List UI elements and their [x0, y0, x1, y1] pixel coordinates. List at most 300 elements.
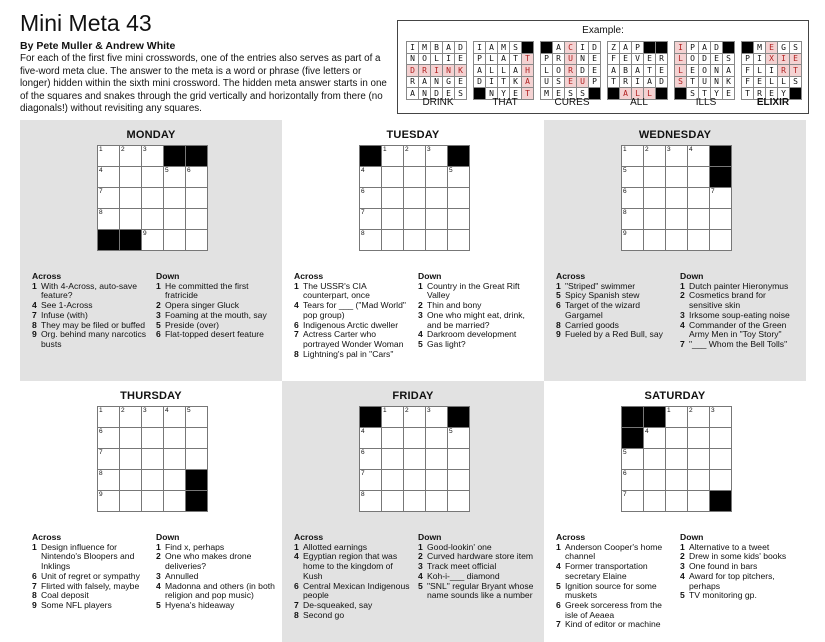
clue-number: 1 [383, 407, 387, 414]
grid-cell[interactable] [360, 491, 382, 512]
grid-cell[interactable] [688, 230, 710, 251]
grid-cell[interactable] [666, 449, 688, 470]
example-cell: T [608, 76, 620, 88]
clue-number: 2 [405, 407, 409, 414]
grid-cell[interactable] [666, 230, 688, 251]
clue-number: 4 [689, 146, 693, 153]
grid-cell[interactable] [404, 188, 426, 209]
grid-cell[interactable] [404, 449, 426, 470]
clue-number: 5 [156, 319, 161, 330]
grid-cell[interactable] [164, 407, 186, 428]
black-square [710, 167, 732, 188]
grid-cell[interactable] [120, 146, 142, 167]
clue-number: 9 [556, 329, 561, 340]
clue-number: 6 [361, 449, 365, 456]
grid-cell[interactable] [120, 428, 142, 449]
example-cell: G [778, 42, 790, 54]
grid-cell[interactable] [142, 491, 164, 512]
grid-cell[interactable] [164, 428, 186, 449]
puzzle-friday [282, 381, 544, 642]
example-cell [644, 42, 656, 54]
clue-number: 8 [361, 491, 365, 498]
example-cell: D [589, 42, 601, 54]
example-cell: A [498, 53, 510, 65]
example-cell: R [553, 53, 565, 65]
example-box [397, 20, 809, 114]
example-cell: I [486, 76, 498, 88]
example-cell: N [577, 53, 589, 65]
grid-cell[interactable] [622, 167, 644, 188]
clue-number: 4 [680, 319, 685, 330]
example-cell: I [778, 53, 790, 65]
grid-cell[interactable] [404, 428, 426, 449]
clue-number: 3 [427, 146, 431, 153]
grid-cell[interactable] [120, 407, 142, 428]
grid-cell[interactable] [448, 491, 470, 512]
example-cell: L [541, 65, 553, 77]
example-cell: F [608, 53, 620, 65]
example-cell: A [699, 42, 711, 54]
grid-cell[interactable] [186, 230, 208, 251]
grid-cell[interactable] [186, 188, 208, 209]
example-cell: K [723, 76, 735, 88]
across-clues [32, 272, 148, 350]
clue-number: 5 [556, 290, 561, 301]
example-cell: A [723, 65, 735, 77]
example-cell: P [742, 53, 754, 65]
clue-number: 4 [680, 570, 685, 581]
example-cell: E [455, 76, 467, 88]
clue-text: Egyptian region that was home to the kingdom of Kush [303, 551, 398, 581]
clue-text: Preside (over) [165, 319, 219, 330]
example-cell: S [510, 42, 522, 54]
clue-number: 8 [99, 470, 103, 477]
clue-number: 7 [361, 209, 365, 216]
across-clues [556, 533, 672, 630]
clue-item [294, 582, 410, 601]
grid-cell[interactable] [142, 167, 164, 188]
grid-cell[interactable] [688, 146, 710, 167]
grid-cell[interactable] [666, 188, 688, 209]
clue-number: 9 [32, 599, 37, 610]
clue-text: Actress Carter who portrayed Wonder Woman [303, 329, 404, 349]
example-cell: I [577, 42, 589, 54]
grid-cell[interactable] [688, 407, 710, 428]
clue-number: 7 [32, 580, 37, 591]
grid-cell[interactable] [360, 188, 382, 209]
clue-text: One who makes drone deliveries? [165, 551, 252, 572]
grid-cell[interactable] [710, 188, 732, 209]
grid-cell[interactable] [382, 407, 404, 428]
example-cell: B [620, 65, 632, 77]
grid-cell[interactable] [98, 167, 120, 188]
example-cell: E [754, 76, 766, 88]
clue-text: Good-lookin' one [427, 541, 492, 552]
grid-cell[interactable] [448, 449, 470, 470]
puzzle-day-title: WEDNESDAY [638, 129, 712, 141]
clue-number: 1 [556, 280, 561, 291]
grid-cell[interactable] [644, 167, 666, 188]
example-cell: T [699, 88, 711, 100]
grid-cell[interactable] [622, 449, 644, 470]
example-cell: O [699, 65, 711, 77]
grid-cell[interactable] [382, 167, 404, 188]
grid-cell[interactable] [622, 146, 644, 167]
clue-text: Design influence for Nintendo's Bloopers and Inklings [41, 541, 135, 572]
grid-cell[interactable] [98, 188, 120, 209]
grid-cell[interactable] [98, 491, 120, 512]
grid-cell[interactable] [382, 449, 404, 470]
grid-cell[interactable] [666, 146, 688, 167]
example-cell: P [474, 53, 486, 65]
clue-number: 1 [680, 541, 685, 552]
black-square [360, 146, 382, 167]
clue-number: 4 [294, 551, 299, 562]
clue-number: 5 [418, 580, 423, 591]
grid-cell[interactable] [360, 470, 382, 491]
grid-cell[interactable] [120, 188, 142, 209]
clue-item [556, 543, 672, 562]
down-clues [156, 272, 276, 340]
example-cell [742, 42, 754, 54]
example-cell: S [455, 88, 467, 100]
example-cell: L [431, 53, 443, 65]
clue-number: 1 [556, 541, 561, 552]
example-cell: A [419, 76, 431, 88]
grid-cell[interactable] [382, 188, 404, 209]
grid-cell[interactable] [448, 230, 470, 251]
grid-cell[interactable] [644, 428, 666, 449]
clue-number: 8 [294, 348, 299, 359]
clue-number: 4 [156, 580, 161, 591]
clue-text: See 1-Across [41, 300, 93, 311]
example-cell: S [577, 88, 589, 100]
clue-number: 3 [711, 407, 715, 414]
down-heading: Down [418, 532, 442, 542]
grid-cell[interactable] [382, 230, 404, 251]
grid-cell[interactable] [142, 407, 164, 428]
grid-cell[interactable] [98, 209, 120, 230]
clue-item [418, 311, 538, 330]
grid-cell[interactable] [426, 188, 448, 209]
grid-cell[interactable] [426, 470, 448, 491]
example-cell: Y [498, 88, 510, 100]
example-cell: X [766, 53, 778, 65]
clue-item [680, 572, 800, 591]
grid-cell[interactable] [688, 428, 710, 449]
grid-cell[interactable] [142, 449, 164, 470]
grid-cell[interactable] [360, 230, 382, 251]
grid-cell[interactable] [404, 167, 426, 188]
clue-text: Flat-topped desert feature [165, 329, 264, 340]
grid-cell[interactable] [164, 470, 186, 491]
clue-item [156, 601, 276, 611]
example-cell: S [565, 88, 577, 100]
grid-cell[interactable] [382, 146, 404, 167]
example-cell: E [723, 88, 735, 100]
grid-cell[interactable] [666, 428, 688, 449]
clue-number: 7 [680, 338, 685, 349]
grid-cell[interactable] [688, 491, 710, 512]
clue-text: Indigenous Arctic dweller [303, 319, 399, 330]
grid-cell[interactable] [644, 146, 666, 167]
example-cell: G [443, 76, 455, 88]
clue-text: Curved hardware store item [427, 551, 534, 562]
grid-cell[interactable] [426, 146, 448, 167]
puzzle-day-title: MONDAY [126, 129, 176, 141]
clue-number: 5 [418, 338, 423, 349]
grid-cell[interactable] [688, 449, 710, 470]
clue-text: Commander of the Green Army Men in "Toy Story" [689, 319, 787, 340]
clue-number: 6 [294, 580, 299, 591]
grid-cell[interactable] [186, 167, 208, 188]
clue-number: 1 [294, 280, 299, 291]
grid-cell[interactable] [448, 428, 470, 449]
example-cell: R [407, 76, 419, 88]
grid-cell[interactable] [142, 188, 164, 209]
clue-number: 1 [32, 280, 37, 291]
example-cell: M [419, 42, 431, 54]
grid-cell[interactable] [666, 209, 688, 230]
example-cell: E [553, 88, 565, 100]
grid-cell[interactable] [142, 428, 164, 449]
clue-number: 2 [156, 551, 161, 562]
example-cell: I [766, 65, 778, 77]
example-cell: E [766, 88, 778, 100]
example-cell: S [723, 53, 735, 65]
example-cell: S [675, 76, 687, 88]
clue-number: 2 [156, 300, 161, 311]
grid-cell[interactable] [622, 188, 644, 209]
grid-cell[interactable] [164, 188, 186, 209]
grid-cell[interactable] [622, 491, 644, 512]
grid-cell[interactable] [710, 209, 732, 230]
example-cell: R [620, 76, 632, 88]
example-word: THAT [492, 97, 518, 108]
grid-cell[interactable] [426, 209, 448, 230]
example-cell: E [510, 88, 522, 100]
clue-item [680, 340, 800, 350]
example-cell: I [431, 65, 443, 77]
clue-number: 7 [361, 470, 365, 477]
grid-cell[interactable] [644, 230, 666, 251]
grid-cell[interactable] [98, 428, 120, 449]
example-word: CURES [554, 97, 590, 108]
clue-number: 1 [667, 407, 671, 414]
grid-cell[interactable] [644, 209, 666, 230]
grid-cell[interactable] [186, 428, 208, 449]
grid-cell[interactable] [688, 209, 710, 230]
grid-cell[interactable] [98, 449, 120, 470]
example-cell: A [443, 42, 455, 54]
grid-cell[interactable] [688, 167, 710, 188]
clue-number: 5 [623, 449, 627, 456]
clue-number: 6 [623, 470, 627, 477]
grid-cell[interactable] [448, 167, 470, 188]
example-cell: N [419, 88, 431, 100]
grid-cell[interactable] [710, 230, 732, 251]
clue-text: Annulled [165, 570, 199, 581]
example-cell: D [577, 65, 589, 77]
grid-cell[interactable] [426, 428, 448, 449]
example-cell: R [754, 88, 766, 100]
example-cell: U [565, 53, 577, 65]
clue-number: 7 [294, 599, 299, 610]
down-clues [156, 533, 276, 611]
example-grid [674, 41, 735, 100]
example-cell: N [486, 88, 498, 100]
grid-cell[interactable] [710, 428, 732, 449]
clue-number: 3 [143, 146, 147, 153]
example-cell: N [431, 76, 443, 88]
down-clues [418, 533, 538, 601]
grid-cell[interactable] [186, 209, 208, 230]
grid-cell[interactable] [164, 491, 186, 512]
example-cell: U [541, 76, 553, 88]
example-cell: T [687, 76, 699, 88]
example-word: ILLS [695, 97, 717, 108]
crossword-grid [97, 145, 208, 251]
grid-cell[interactable] [710, 470, 732, 491]
example-cell: U [577, 76, 589, 88]
grid-cell[interactable] [622, 209, 644, 230]
grid-cell[interactable] [120, 209, 142, 230]
grid-cell[interactable] [426, 491, 448, 512]
grid-cell[interactable] [120, 470, 142, 491]
example-cell: A [620, 42, 632, 54]
grid-cell[interactable] [644, 491, 666, 512]
grid-cell[interactable] [360, 449, 382, 470]
grid-cell[interactable] [120, 167, 142, 188]
grid-cell[interactable] [98, 407, 120, 428]
grid-cell[interactable] [404, 146, 426, 167]
grid-cell[interactable] [186, 449, 208, 470]
grid-cell[interactable] [360, 167, 382, 188]
black-square [448, 146, 470, 167]
clue-number: 3 [156, 570, 161, 581]
example-cell: E [644, 53, 656, 65]
grid-cell[interactable] [404, 230, 426, 251]
grid-cell[interactable] [666, 470, 688, 491]
example-cell: D [474, 76, 486, 88]
clue-number: 8 [361, 230, 365, 237]
example-cell [541, 42, 553, 54]
clue-number: 4 [294, 300, 299, 311]
example-cell: K [455, 65, 467, 77]
down-clues [680, 272, 800, 350]
grid-cell[interactable] [382, 209, 404, 230]
grid-cell[interactable] [120, 449, 142, 470]
grid-cell[interactable] [98, 470, 120, 491]
example-cell: N [711, 65, 723, 77]
example-cell: D [711, 42, 723, 54]
clue-item [294, 330, 410, 349]
grid-cell[interactable] [98, 146, 120, 167]
grid-cell[interactable] [142, 230, 164, 251]
example-cell: E [565, 76, 577, 88]
example-cell: R [778, 65, 790, 77]
clue-item [32, 330, 148, 349]
grid-cell[interactable] [426, 167, 448, 188]
grid-cell[interactable] [382, 470, 404, 491]
clue-text: With 4-Across, auto-save feature? [41, 280, 137, 301]
example-cell: A [553, 42, 565, 54]
grid-cell[interactable] [164, 209, 186, 230]
page-title: Mini Meta 43 [20, 10, 152, 36]
clue-item [156, 552, 276, 571]
grid-cell[interactable] [142, 146, 164, 167]
grid-cell[interactable] [426, 449, 448, 470]
clue-number: 4 [645, 428, 649, 435]
grid-cell[interactable] [142, 470, 164, 491]
grid-cell[interactable] [710, 449, 732, 470]
clue-text: Ignition source for some muskets [565, 580, 657, 601]
grid-cell[interactable] [404, 470, 426, 491]
clue-number: 4 [418, 329, 423, 340]
grid-cell[interactable] [360, 209, 382, 230]
example-cell: D [656, 76, 668, 88]
grid-cell[interactable] [644, 188, 666, 209]
grid-cell[interactable] [142, 209, 164, 230]
grid-cell[interactable] [666, 407, 688, 428]
example-cell: P [541, 53, 553, 65]
down-heading: Down [156, 532, 180, 542]
clue-item [418, 340, 538, 350]
clue-item [680, 321, 800, 340]
grid-cell[interactable] [644, 470, 666, 491]
grid-cell[interactable] [382, 428, 404, 449]
grid-cell[interactable] [360, 428, 382, 449]
grid-cell[interactable] [186, 407, 208, 428]
grid-cell[interactable] [622, 470, 644, 491]
clue-number: 1 [99, 407, 103, 414]
grid-cell[interactable] [164, 449, 186, 470]
clue-number: 9 [143, 230, 147, 237]
clue-number: 6 [556, 300, 561, 311]
grid-cell[interactable] [426, 230, 448, 251]
clue-text: Opera singer Gluck [165, 300, 240, 311]
clue-number: 7 [711, 188, 715, 195]
grid-cell[interactable] [164, 230, 186, 251]
clue-number: 2 [418, 300, 423, 311]
grid-cell[interactable] [120, 491, 142, 512]
grid-cell[interactable] [688, 188, 710, 209]
grid-cell[interactable] [404, 407, 426, 428]
grid-cell[interactable] [426, 407, 448, 428]
grid-cell[interactable] [622, 230, 644, 251]
grid-cell[interactable] [666, 167, 688, 188]
black-square [710, 491, 732, 512]
grid-cell[interactable] [382, 491, 404, 512]
clue-text: Allotted earnings [303, 541, 368, 552]
example-cell: T [498, 76, 510, 88]
byline: By Pete Muller & Andrew White [20, 40, 176, 52]
grid-cell[interactable] [644, 449, 666, 470]
example-cell: E [589, 65, 601, 77]
grid-cell[interactable] [164, 167, 186, 188]
grid-cell[interactable] [688, 470, 710, 491]
clue-number: 5 [623, 167, 627, 174]
grid-cell[interactable] [404, 209, 426, 230]
grid-cell[interactable] [666, 491, 688, 512]
grid-cell[interactable] [448, 470, 470, 491]
grid-cell[interactable] [404, 491, 426, 512]
clue-number: 5 [187, 407, 191, 414]
grid-cell[interactable] [448, 209, 470, 230]
grid-cell[interactable] [710, 407, 732, 428]
grid-cell[interactable] [448, 188, 470, 209]
clue-text: Spicy Spanish stew [565, 290, 640, 301]
